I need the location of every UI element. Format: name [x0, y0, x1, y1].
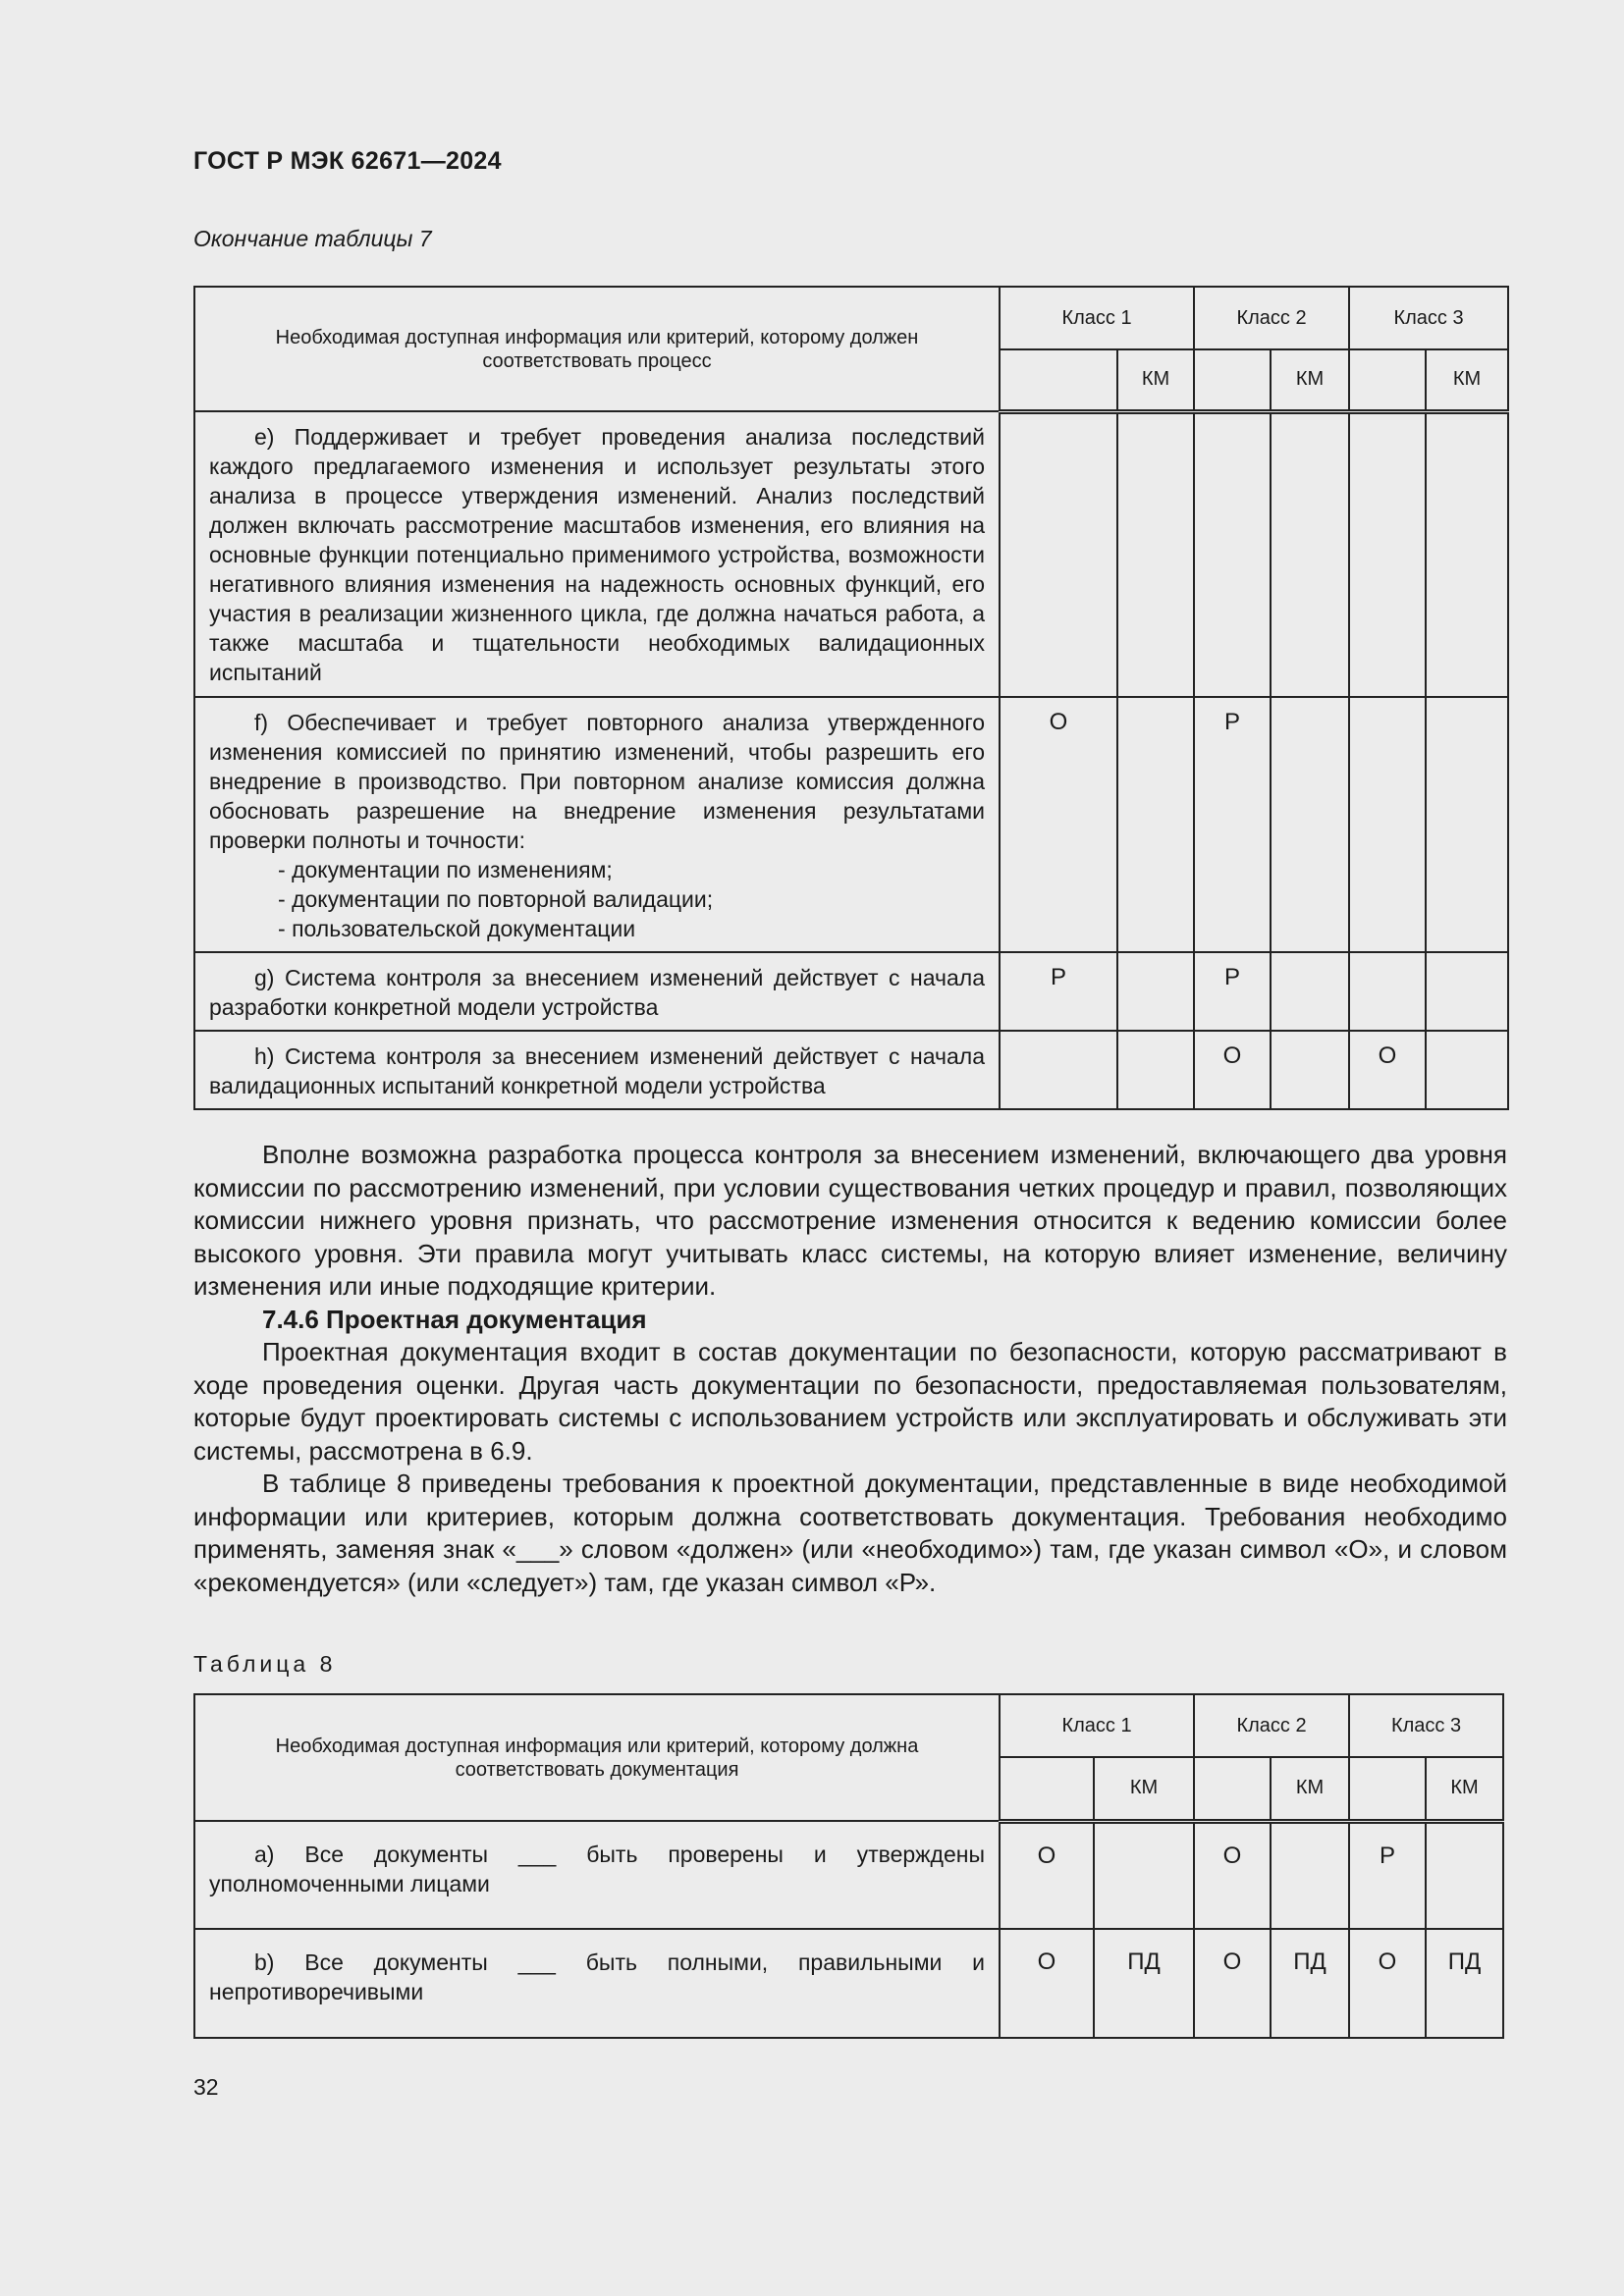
table7-row-f-text: f) Обеспечивает и требует повторного анализа утвержденного изменения комиссией по принятию изменений, чтобы разрешить его внедрение в производство. При повторном анализе комиссия должна обосновать разрешение на внедрение изменения результатами проверки полноты и точности: [209, 710, 985, 853]
table7-row-e-c1 [1000, 411, 1117, 697]
page-number: 32 [193, 2074, 219, 2100]
table-8 [193, 1693, 1504, 2039]
paragraph: Вполне возможна разработка процесса контроля за внесением изменений, включающего два уровня комиссии по рассмотрению изменений, при условии существования четких процедур и правил, позволяющих комиссии нижнего уровня признать, что рассмотрение изменения относится к ведению комиссии более высокого уровня. Эти правила могут учитывать класс системы, на которую влияет изменение, величину изменения или иные подходящие критерии. [193, 1140, 1507, 1301]
table8-row-a-c1: О [1000, 1821, 1094, 1929]
table7-row-g-c2: Р [1194, 952, 1271, 1031]
table7-class1-sub [1000, 349, 1117, 411]
table8-class1-km: КМ [1094, 1757, 1194, 1821]
table8-row-b-c2: О [1194, 1929, 1271, 2038]
table8-row-a-c2: О [1194, 1821, 1271, 1929]
table8-class2-header: Класс 2 [1194, 1694, 1349, 1757]
table7-class3-km: КМ [1426, 349, 1508, 411]
table-row [194, 952, 1508, 1031]
table7-row-g-c3 [1349, 952, 1426, 1031]
table8-criterion-header: Необходимая доступная информация или критерий, которому должна соответствовать документация [194, 1694, 1000, 1821]
table7-row-h-c1km [1117, 1031, 1194, 1109]
table7-row-f-c1: О [1000, 697, 1117, 952]
table7-row-f-c3km [1426, 697, 1508, 952]
table8-class1-header: Класс 1 [1000, 1694, 1194, 1757]
table7-row-g-c1: Р [1000, 952, 1117, 1031]
table8-row-b-c3: О [1349, 1929, 1426, 2038]
table8-class2-sub [1194, 1757, 1271, 1821]
paragraph: В таблице 8 приведены требования к проектной документации, представленные в виде необходимой информации или критериев, которым должна соответствовать документация. Требования необходимо применять, заменяя знак «___» словом «должен» (или «необходимо») там, где указан символ «О», и словом «рекомендуется» (или «следует») там, где указан символ «Р». [193, 1468, 1507, 1597]
table8-class3-header: Класс 3 [1349, 1694, 1503, 1757]
table7-row-h-c2: О [1194, 1031, 1271, 1109]
table7-class3-sub [1349, 349, 1426, 411]
table-7 [193, 286, 1509, 1110]
table7-row-f-c2km [1271, 697, 1349, 952]
table7-row-g-c2km [1271, 952, 1349, 1031]
table-row [194, 411, 1508, 697]
table8-row-b-c1: О [1000, 1929, 1094, 2038]
table7-caption: Окончание таблицы 7 [193, 226, 432, 251]
table-row [194, 1929, 1503, 2038]
table8-row-a-text: a) Все документы ___ быть проверены и утверждены уполномоченными лицами [194, 1821, 1000, 1929]
table7-class3-header: Класс 3 [1349, 287, 1508, 349]
table8-class3-sub [1349, 1757, 1426, 1821]
table8-row-b-c3km: ПД [1426, 1929, 1503, 2038]
table7-row-g-c3km [1426, 952, 1508, 1031]
document-title: ГОСТ Р МЭК 62671—2024 [193, 147, 502, 175]
table7-row-g-text: g) Система контроля за внесением изменений действует с начала разработки конкретной модели устройства [194, 952, 1000, 1031]
table7-class1-header: Класс 1 [1000, 287, 1194, 349]
list-item: - документации по изменениям; [278, 855, 985, 884]
table7-row-f-cell [194, 697, 1000, 952]
table7-row-h-c1 [1000, 1031, 1117, 1109]
table8-row-a-c1km [1094, 1821, 1194, 1929]
section-heading: 7.4.6 Проектная документация [262, 1304, 647, 1334]
table7-criterion-header: Необходимая доступная информация или критерий, которому должен соответствовать процесс [194, 287, 1000, 411]
paragraph: Проектная документация входит в состав документации по безопасности, которую рассматривают в ходе проведения оценки. Другая часть документации по безопасности, предоставляемая пользователям, которые будут проектировать системы с использованием устройств или эксплуатировать и обслуживать эти системы, рассмотрена в 6.9. [193, 1337, 1507, 1466]
table8-row-b-text: b) Все документы ___ быть полными, правильными и непротиворечивыми [194, 1929, 1000, 2038]
table-row [194, 697, 1508, 952]
table8-row-b-c1km: ПД [1094, 1929, 1194, 2038]
table8-row-a-c2km [1271, 1821, 1349, 1929]
table7-row-e-text: e) Поддерживает и требует проведения анализа последствий каждого предлагаемого изменения и использует результаты этого анализа в процессе утверждения изменений. Анализ последствий должен включать рассмотрение масштабов изменения, его влияния на основные функции потенциально применимого устройства, возможности негативного влияния изменения на надежность основных функций, его участия в реализации жизненного цикла, где должна начаться работа, а также масштаба и тщательности необходимых валидационных испытаний [194, 411, 1000, 697]
table8-class2-km: КМ [1271, 1757, 1349, 1821]
table7-row-f-c3 [1349, 697, 1426, 952]
table7-row-f-c2: Р [1194, 697, 1271, 952]
body-text [193, 1139, 1507, 1599]
table7-row-h-text: h) Система контроля за внесением изменений действует с начала валидационных испытаний конкретной модели устройства [194, 1031, 1000, 1109]
table8-class3-km: КМ [1426, 1757, 1503, 1821]
table8-class1-sub [1000, 1757, 1094, 1821]
table8-row-b-c2km: ПД [1271, 1929, 1349, 2038]
table7-row-g-c1km [1117, 952, 1194, 1031]
table7-row-e-c3 [1349, 411, 1426, 697]
table7-row-f-c1km [1117, 697, 1194, 952]
table-row [194, 1031, 1508, 1109]
table8-row-a-c3km [1426, 1821, 1503, 1929]
table7-row-h-c2km [1271, 1031, 1349, 1109]
table8-row-a-c3: Р [1349, 1821, 1426, 1929]
table7-class1-km: КМ [1117, 349, 1194, 411]
list-item: - пользовательской документации [278, 914, 985, 943]
table7-class2-header: Класс 2 [1194, 287, 1349, 349]
table7-class2-sub [1194, 349, 1271, 411]
table7-row-e-c2 [1194, 411, 1271, 697]
table7-row-h-c3km [1426, 1031, 1508, 1109]
table7-row-h-c3: О [1349, 1031, 1426, 1109]
list-item: - документации по повторной валидации; [278, 884, 985, 914]
table7-row-f-list [209, 855, 985, 943]
table7-class2-km: КМ [1271, 349, 1349, 411]
table8-caption: Таблица 8 [193, 1651, 337, 1677]
table7-row-e-c2km [1271, 411, 1349, 697]
table7-row-e-c3km [1426, 411, 1508, 697]
table-row [194, 1821, 1503, 1929]
table7-row-e-c1km [1117, 411, 1194, 697]
